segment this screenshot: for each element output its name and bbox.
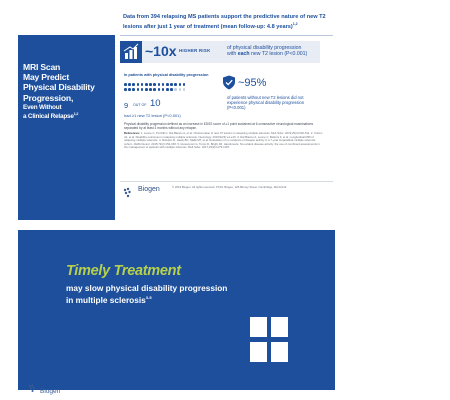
pictogram-dot <box>132 88 135 91</box>
footnote: Physical disability progression defined as an increase in EDSS score of ≥1 point sustained at 6 consecutive neurological examinations separated by at least 3 months without any relapse. <box>124 122 314 130</box>
window-pane <box>250 317 267 337</box>
pictogram-dot <box>166 88 169 91</box>
pictogram-dot <box>174 83 177 86</box>
divider <box>120 181 333 182</box>
pictogram-dot <box>124 83 127 86</box>
pictogram-dot <box>128 88 131 91</box>
window-pane <box>271 317 288 337</box>
shield-check-icon <box>222 75 236 90</box>
cover-title: Timely Treatment <box>66 263 181 279</box>
window-pane <box>250 342 267 362</box>
stat-left-label: In patients with physical disability progression <box>124 73 209 77</box>
stat-right-description: of patients without new T2 lesions did not experience physical disability progression (P<0.001) <box>227 95 305 111</box>
biogen-wordmark: Biogen <box>138 186 160 193</box>
risk-magnitude: ~10x <box>145 43 177 59</box>
headline <box>123 14 333 31</box>
risk-label: HIGHER RISK <box>179 48 211 53</box>
references-text: 1. Leone C, Pozzilli C, Dal Bianco A, et al. Clinical value of new T2 lesions in relapsing multiple sclerosis. Mult Scler. 2019;25(4):502-511. 2. Cohen JA, et al. Disability outcomes in relapsing multiple sclerosis. Neurology. 2019;92(3):e1-e10. 3. Dal Bianco A, Leone C, Bellomi F, et al. Longitudinal MRI of relapsing multiple sclerosis. 4. Rotstein D, Healy BC, Malik MT, et al. Evaluation of no evidence of disease activity in a 7-year longitudinal multiple sclerosis cohort. JAMA Neurol. 2015;72(2):152-158. 5. Giovannoni G, Tomic D, Bright JR, Havrdova E. No evident disease activity: the use of combined assessments in the management of patients with multiple sclerosis. Mult Scler. 2017;23(9):1179-1187. <box>124 131 323 149</box>
cover-panel <box>18 230 335 390</box>
stat-ten: 10 <box>150 98 161 109</box>
headline-text: Data from 394 relapsing MS patients support the predictive nature of new T2 lesions after just 1 year of treatment (mean follow-up: 4.8 years) <box>123 14 326 30</box>
headline-superscript: 1,2 <box>292 21 298 26</box>
cover-subtitle-line: may slow physical disability progression <box>66 283 228 293</box>
pictogram-dot <box>128 83 131 86</box>
pictogram-dot <box>141 83 144 86</box>
pictogram-dot <box>149 83 152 86</box>
risk-desc-suffix: new T2 lesion (P<0.001) <box>250 51 308 58</box>
pictogram-dot <box>162 83 165 86</box>
references <box>124 132 324 150</box>
title-line: Progression, <box>23 92 74 103</box>
cover-subtitle <box>66 283 266 305</box>
biogen-logo-icon <box>122 186 138 198</box>
stat-left-note: had ≥1 new T2 lesion (P<0.001) <box>124 113 181 118</box>
pictogram-dot <box>145 83 148 86</box>
pictogram-dot <box>145 88 148 91</box>
pictogram-dot <box>153 88 156 91</box>
risk-desc-prefix: of physical disability progression <box>227 45 302 51</box>
stat-percent: ~95% <box>238 77 267 89</box>
pictogram-dot <box>124 88 127 91</box>
biogen-logo-icon <box>28 380 39 389</box>
cover-subtitle-superscript: 3-5 <box>145 295 152 300</box>
left-panel-title <box>23 62 113 121</box>
subtitle-superscript: 1,2 <box>73 112 79 117</box>
pictogram-dot <box>158 88 161 91</box>
cover-logo-strip <box>18 390 335 400</box>
pictogram-dot <box>166 83 169 86</box>
pictogram-dot <box>137 83 140 86</box>
left-panel-subtitle <box>23 104 113 121</box>
title-line: MRI Scan <box>23 62 61 72</box>
window-pane <box>271 342 288 362</box>
pictogram-dot <box>179 88 182 91</box>
pictogram-dot <box>183 88 186 91</box>
pictogram-dot <box>153 83 156 86</box>
pictogram-dot <box>141 88 144 91</box>
pictogram-dot <box>132 83 135 86</box>
references-title: References: <box>124 131 141 135</box>
window-panes-icon <box>250 317 290 365</box>
subtitle-line: Even Without <box>23 103 62 111</box>
risk-desc-bold: each <box>237 51 250 58</box>
stat-nine: 9 <box>124 101 129 110</box>
pictogram-dot <box>137 88 140 91</box>
cover-subtitle-line: in multiple sclerosis <box>66 294 146 305</box>
pictogram-dot <box>170 88 173 91</box>
pictogram-dot <box>158 83 161 86</box>
pictogram-dot <box>179 83 182 86</box>
pictogram-dot <box>183 83 186 86</box>
biogen-wordmark: Biogen <box>40 388 61 395</box>
copyright: © 2019 Biogen. All rights reserved. 07/19. Biogen, 225 Binney Street, Cambridge, MA 02142 <box>172 185 287 189</box>
title-line: May Predict <box>23 72 70 83</box>
pictogram-dot <box>149 88 152 91</box>
dot-matrix <box>124 83 190 96</box>
risk-desc-with: with <box>227 51 237 58</box>
stat-out-of: OUT OF <box>133 103 147 107</box>
bar-chart-up-icon <box>120 41 142 63</box>
pictogram-dot <box>170 83 173 86</box>
divider <box>120 35 333 36</box>
subtitle-line: a Clinical Relapse <box>23 113 74 121</box>
pictogram-dot <box>174 88 177 91</box>
risk-description <box>227 45 322 58</box>
title-line: Physical Disability <box>23 82 95 93</box>
pictogram-dot <box>162 88 165 91</box>
